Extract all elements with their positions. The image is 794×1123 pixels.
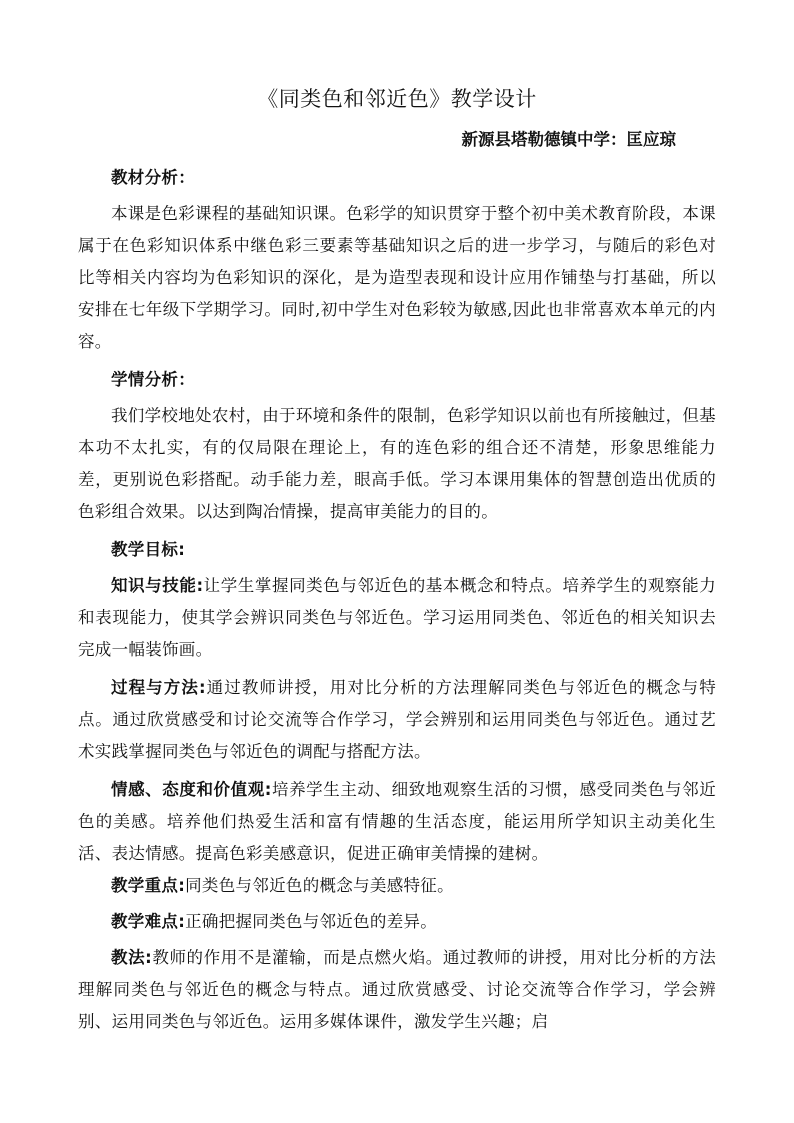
difficulty-text: 正确把握同类色与邻近色的差异。 [185,912,438,931]
method-label: 教法: [111,948,153,967]
process-label: 过程与方法: [111,678,206,697]
material-paragraph: 本课是色彩课程的基础知识课。色彩学的知识贯穿于整个初中美术教育阶段，本课属于在色彩知识体系中继色彩三要素等基础知识之后的进一步学习，与随后的彩色对比等相关内容均为色彩知识的深化，是为造型表现和设计应用作铺垫与打基础，所以安排在七年级下学期学习。同时,初中学生对色彩较为敏感,因此也非常喜欢本单元的内容。 [78,204,716,351]
key-point-text: 同类色与邻近色的概念与美感特征。 [185,876,454,895]
knowledge-label: 知识与技能: [111,576,204,595]
knowledge-paragraph [78,570,716,666]
goals-heading [78,534,716,566]
goals-heading-text: 教学目标: [111,540,186,559]
emotion-label: 情感、态度和价值观: [111,780,272,799]
material-heading: 教材分析： [111,168,195,187]
document-body [78,162,716,1038]
knowledge-text: 让学生掌握同类色与邻近色的基本概念和特点。培养学生的观察能力和表现能力，使其学会辨识同类色与邻近色。学习运用同类色、邻近色的相关知识去完成一幅装饰画。 [78,576,716,659]
process-text: 通过教师讲授，用对比分析的方法理解同类色与邻近色的概念与特点。通过欣赏感受和讨论交流等合作学习，学会辨别和运用同类色与邻近色。通过艺术实践掌握同类色与邻近色的调配与搭配方法。 [78,678,716,761]
process-paragraph [78,672,716,768]
emotion-text: 培养学生主动、细致地观察生活的习惯，感受同类色与邻近色的美感。培养他们热爱生活和富有情趣的生活态度，能运用所学知识主动美化生活、表达情感。提高色彩美感意识，促进正确审美情操的建树。 [78,780,716,863]
difficulty-label: 教学难点: [111,912,186,931]
method-paragraph [78,942,716,1038]
method-text: 教师的作用不是灌输，而是点燃火焰。通过教师的讲授，用对比分析的方法理解同类色与邻近色的概念与特点。通过欣赏感受、讨论交流等合作学习，学会辨别、运用同类色与邻近色。运用多媒体课件，激发学生兴趣；启 [78,948,716,1031]
emotion-paragraph [78,774,716,870]
students-heading: 学情分析： [111,370,195,389]
key-point-label: 教学重点: [111,876,186,895]
students-paragraph: 我们学校地处农村，由于环境和条件的限制，色彩学知识以前也有所接触过，但基本功不太扎实，有的仅局限在理论上，有的连色彩的组合还不清楚，形象思维能力差，更别说色彩搭配。动手能力差，眼高手低。学习本课用集体的智慧创造出优质的色彩组合效果。以达到陶冶情操，提高审美能力的目的。 [78,406,716,521]
difficulty-paragraph [78,906,716,938]
author-line: 新源县塔勒德镇中学：匡应琼 [461,130,676,149]
key-point-paragraph [78,870,716,902]
document-title: 《同类色和邻近色》教学设计 [257,87,537,111]
